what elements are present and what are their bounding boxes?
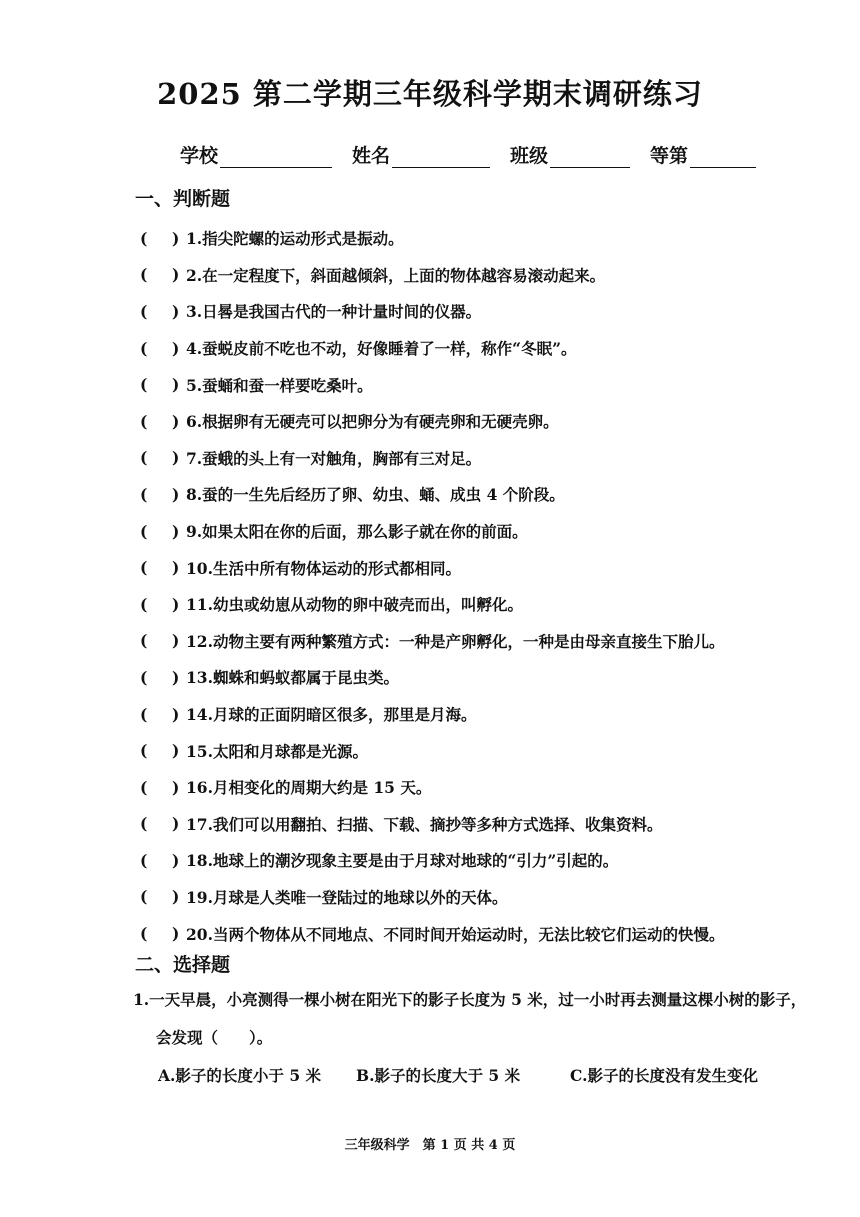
answer-open-paren[interactable]: (	[140, 338, 148, 358]
question-text: 19.月球是人类唯一登陆过的地球以外的天体。	[186, 887, 508, 907]
answer-close-paren: )	[172, 228, 180, 248]
true-false-item	[140, 293, 820, 330]
true-false-item	[140, 549, 820, 586]
true-false-item	[140, 440, 820, 477]
question-text: 18.地球上的潮汐现象主要是由于月球对地球的“引力”引起的。	[186, 851, 619, 871]
answer-open-paren[interactable]: (	[140, 375, 148, 395]
true-false-item	[140, 879, 820, 916]
answer-close-paren: )	[172, 850, 180, 870]
answer-open-paren[interactable]: (	[140, 924, 148, 944]
answer-close-paren: )	[172, 777, 180, 797]
answer-open-paren[interactable]: (	[140, 777, 148, 797]
true-false-item	[140, 623, 820, 660]
answer-open-paren[interactable]: (	[140, 521, 148, 541]
name-field	[352, 141, 490, 168]
question-text: 14.月球的正面阴暗区很多，那里是月海。	[186, 705, 477, 725]
question-text: 9.如果太阳在你的后面，那么影子就在你的前面。	[186, 522, 528, 542]
true-false-item	[140, 403, 820, 440]
student-info-row	[180, 141, 780, 168]
section-heading-true-false: 一、判断题	[135, 188, 231, 210]
answer-close-paren: )	[172, 521, 180, 541]
answer-close-paren: )	[172, 411, 180, 431]
true-false-item	[140, 586, 820, 623]
question-1-text-line2: 会发现（ ）。	[156, 1028, 273, 1047]
class-label: 班级	[510, 145, 549, 167]
school-label: 学校	[180, 145, 219, 167]
answer-close-paren: )	[172, 301, 180, 321]
answer-close-paren: )	[172, 484, 180, 504]
answer-close-paren: )	[172, 741, 180, 761]
grade-field	[650, 141, 756, 168]
name-label: 姓名	[352, 145, 391, 167]
page-footer: 三年级科学 第 1 页 共 4 页	[344, 1138, 516, 1153]
question-text: 1.指尖陀螺的运动形式是振动。	[186, 229, 404, 249]
true-false-item	[140, 659, 820, 696]
answer-close-paren: )	[172, 558, 180, 578]
question-text: 5.蚕蛹和蚕一样要吃桑叶。	[186, 375, 373, 395]
answer-open-paren[interactable]: (	[140, 850, 148, 870]
option-b[interactable]: B.影子的长度大于 5 米	[356, 1066, 521, 1085]
question-text: 8.蚕的一生先后经历了卵、幼虫、蛹、成虫 4 个阶段。	[186, 485, 565, 505]
grade-blank[interactable]	[690, 145, 756, 168]
answer-open-paren[interactable]: (	[140, 741, 148, 761]
answer-close-paren: )	[172, 814, 180, 834]
answer-open-paren[interactable]: (	[140, 631, 148, 651]
grade-label: 等第	[650, 145, 689, 167]
answer-close-paren: )	[172, 375, 180, 395]
answer-open-paren[interactable]: (	[140, 814, 148, 834]
true-false-item	[140, 806, 820, 843]
question-text: 10.生活中所有物体运动的形式都相同。	[186, 558, 461, 578]
true-false-item	[140, 330, 820, 367]
question-text: 4.蚕蜕皮前不吃也不动，好像睡着了一样，称作“冬眠”。	[186, 339, 577, 359]
question-1-text-line1: 1.一天早晨，小亮测得一棵小树在阳光下的影子长度为 5 米，过一小时再去测量这棵小树的影子，	[133, 990, 807, 1009]
answer-close-paren: )	[172, 448, 180, 468]
true-false-item	[140, 476, 820, 513]
class-blank[interactable]	[550, 145, 630, 168]
true-false-item	[140, 769, 820, 806]
answer-open-paren[interactable]: (	[140, 448, 148, 468]
question-text: 20.当两个物体从不同地点、不同时间开始运动时，无法比较它们运动的快慢。	[186, 924, 725, 944]
answer-open-paren[interactable]: (	[140, 228, 148, 248]
answer-close-paren: )	[172, 338, 180, 358]
answer-close-paren: )	[172, 265, 180, 285]
question-text: 11.幼虫或幼崽从动物的卵中破壳而出，叫孵化。	[186, 595, 523, 615]
true-false-item	[140, 220, 820, 257]
answer-open-paren[interactable]: (	[140, 484, 148, 504]
section-heading-multiple-choice: 二、选择题	[135, 954, 231, 976]
true-false-item	[140, 257, 820, 294]
class-field	[510, 141, 630, 168]
true-false-item	[140, 732, 820, 769]
true-false-item	[140, 513, 820, 550]
true-false-item	[140, 366, 820, 403]
answer-close-paren: )	[172, 594, 180, 614]
question-text: 7.蚕蛾的头上有一对触角，胸部有三对足。	[186, 448, 482, 468]
school-field	[180, 141, 332, 168]
question-text: 13.蜘蛛和蚂蚁都属于昆虫类。	[186, 668, 399, 688]
question-text: 2.在一定程度下，斜面越倾斜，上面的物体越容易滚动起来。	[186, 265, 606, 285]
page-title: 2025 第二学期三年级科学期末调研练习	[157, 77, 703, 111]
question-text: 3.日晷是我国古代的一种计量时间的仪器。	[186, 302, 482, 322]
answer-open-paren[interactable]: (	[140, 594, 148, 614]
true-false-item	[140, 842, 820, 879]
answer-open-paren[interactable]: (	[140, 265, 148, 285]
answer-open-paren[interactable]: (	[140, 411, 148, 431]
option-c[interactable]: C.影子的长度没有发生变化	[570, 1066, 758, 1085]
answer-close-paren: )	[172, 631, 180, 651]
true-false-item	[140, 696, 820, 733]
question-text: 12.动物主要有两种繁殖方式：一种是产卵孵化，一种是由母亲直接生下胎儿。	[186, 631, 725, 651]
question-text: 15.太阳和月球都是光源。	[186, 741, 368, 761]
question-text: 17.我们可以用翻拍、扫描、下载、摘抄等多种方式选择、收集资料。	[186, 814, 663, 834]
answer-close-paren: )	[172, 704, 180, 724]
answer-open-paren[interactable]: (	[140, 704, 148, 724]
answer-open-paren[interactable]: (	[140, 301, 148, 321]
answer-close-paren: )	[172, 667, 180, 687]
answer-open-paren[interactable]: (	[140, 558, 148, 578]
question-text: 6.根据卵有无硬壳可以把卵分为有硬壳卵和无硬壳卵。	[186, 412, 559, 432]
option-a[interactable]: A.影子的长度小于 5 米	[158, 1066, 322, 1085]
name-blank[interactable]	[392, 145, 490, 168]
school-blank[interactable]	[220, 145, 332, 168]
true-false-list	[140, 220, 820, 952]
answer-close-paren: )	[172, 887, 180, 907]
question-text: 16.月相变化的周期大约是 15 天。	[186, 778, 432, 798]
answer-close-paren: )	[172, 924, 180, 944]
answer-open-paren[interactable]: (	[140, 667, 148, 687]
answer-open-paren[interactable]: (	[140, 887, 148, 907]
true-false-item	[140, 915, 820, 952]
